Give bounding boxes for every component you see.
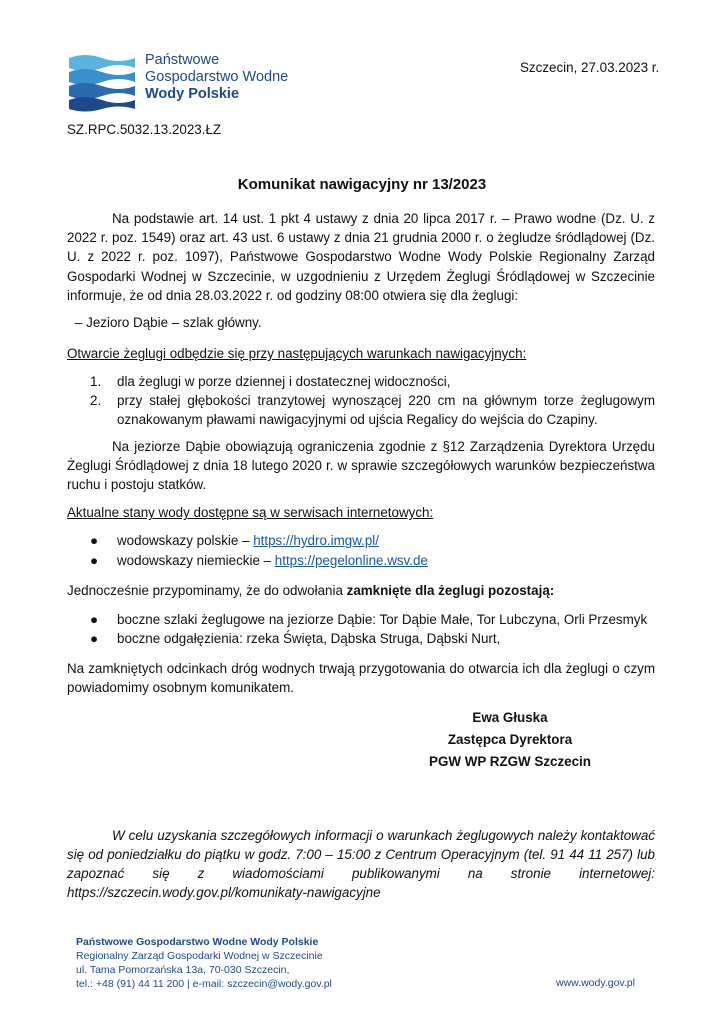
conditions-heading: Otwarcie żeglugi odbędzie się przy następujących warunkach nawigacyjnych: [67,346,527,361]
closed-route-text: boczne odgałęzienia: rzeka Święta, Dąbska Struga, Dąbski Nurt, [117,631,501,646]
gauge-list-item [90,551,655,570]
condition-item [90,372,655,391]
logo-line-2: Gospodarstwo Wodne [145,69,289,85]
bullet-icon: ● [90,612,99,627]
footer-address: ul. Tama Pomorzańska 13a, 70-030 Szczecin, [76,964,290,976]
footer-region: Regionalny Zarząd Gospodarki Wodnej w Szczecinie [76,950,323,962]
logo-line-3: Wody Polskie [145,86,240,102]
bullet-icon: ● [90,533,99,548]
gauge-link[interactable]: https://hydro.imgw.pl/ [253,533,379,548]
closed-route-item [90,629,655,648]
condition-number: 1. [90,374,102,389]
condition-text: dla żeglugi w porze dziennej i dostatecznej widoczności, [117,374,451,389]
gauge-label: wodowskazy polskie – [117,533,254,548]
footer-org: Państwowe Gospodarstwo Wodne Wody Polskie [76,936,319,948]
condition-text: przy stałej głębokości tranzytowej wynoszącej 220 cm na głównym torze żeglugowym oznakowanym pławami nawigacyjnymi od ujścia Regalicy do wejścia do Czapiny. [117,393,655,428]
signatory-office: PGW WP RZGW Szczecin [429,754,591,769]
reminder-text: Jednocześnie przypominamy, że do odwołania [67,583,347,598]
closed-route-text: boczne szlaki żeglugowe na jeziorze Dąbie: Tor Dąbie Małe, Tor Lubczyna, Orli Przesmyk [117,612,648,627]
footer-contact: tel.: +48 (91) 44 11 200 | e-mail: szczecin@wody.gov.pl [76,978,332,990]
gauge-list-item [90,531,655,550]
restrictions-paragraph: Na jeziorze Dąbie obowiązują ograniczenia zgodnie z §12 Zarządzenia Dyrektora Urzędu Żeglugi Śródlądowej z dnia 18 lutego 2020 r. w sprawie szczegółowych warunków bezpieczeństwa ruchu i postoju statków. [67,439,655,493]
wody-polskie-logo [67,52,297,112]
route-item: – Jezioro Dąbie – szlak główny. [75,315,262,330]
contact-info-note: W celu uzyskania szczegółowych informacji o warunkach żeglugowych należy kontaktować się od poniedziałku do piątku w godz. 7:00 – 15:00 z Centrum Operacyjnym (tel. 91 44 11 257) lub zapoznać się z wiadomościami publikowanymi na stronie internetowej: https://szczecin.wody.gov.pl/komunikaty-nawigacyjne [67,828,655,900]
document-date: Szczecin, 27.03.2023 r. [520,60,660,75]
footer [76,935,332,991]
waves-logo-icon [67,52,137,112]
condition-item [90,391,655,429]
closing-paragraph: Na zamkniętych odcinkach dróg wodnych trwają przygotowania do otwarcia ich dla żeglugi o czym powiadomimy osobnym komunikatem. [67,661,655,696]
document-title: Komunikat nawigacyjny nr 13/2023 [237,176,487,193]
logo-line-1: Państwowe [145,52,220,68]
water-levels-heading: Aktualne stany wody dostępne są w serwisach internetowych: [67,505,434,520]
reminder-bold-text: zamknięte dla żeglugi pozostają: [346,583,555,598]
closed-route-item [90,610,655,629]
signatory-name: Ewa Głuska [472,710,548,725]
intro-paragraph: Na podstawie art. 14 ust. 1 pkt 4 ustawy z dnia 20 lipca 2017 r. – Prawo wodne (Dz. U. z 2022 r. poz. 1549) oraz art. 43 ust. 6 ustawy z dnia 21 grudnia 2000 r. o żegludze śródlądowej (Dz. U. z 2022 r. poz. 1097), Państwowe Gospodarstwo Wodne Wody Polskie Regionalny Zarząd Gospodarki Wodnej w Szczecinie, w uzgodnieniu z Urzędem Żeglugi Śródlądowej w Szczecinie informuje, że od dnia 28.03.2022 r. od godziny 08:00 otwiera się dla żeglugi: [67,211,655,303]
signatory-title: Zastępca Dyrektora [447,732,573,747]
gauge-label: wodowskazy niemieckie – [117,553,275,568]
condition-number: 2. [90,393,102,408]
reference-number: SZ.RPC.5032.13.2023.ŁZ [67,122,222,137]
signature-block [400,707,620,773]
reminder-paragraph [67,581,655,600]
bullet-icon: ● [90,631,99,646]
bullet-icon: ● [90,553,99,568]
footer-website[interactable]: www.wody.gov.pl [556,977,635,989]
gauge-link[interactable]: https://pegelonline.wsv.de [274,553,428,568]
